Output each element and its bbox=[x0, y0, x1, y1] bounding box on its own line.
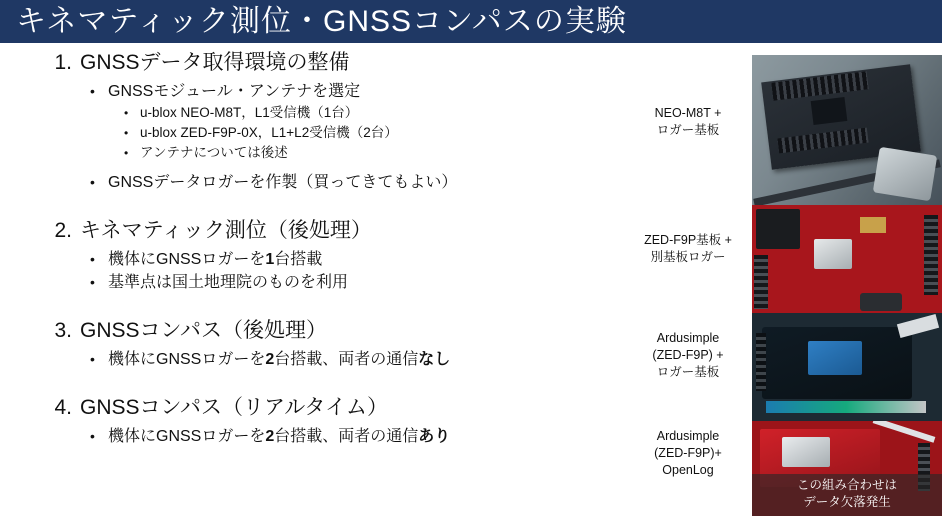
caption-4-line-2: (ZED-F9P)+ bbox=[654, 446, 722, 460]
outline-text-1-1: GNSSモジュール・アンテナを選定 bbox=[108, 83, 361, 100]
photo-zed-f9p-board bbox=[752, 205, 942, 313]
photo-overlay-caption bbox=[752, 474, 942, 516]
caption-photo-1 bbox=[628, 105, 748, 139]
outline-text-3-1-bold: 2 bbox=[265, 351, 275, 368]
caption-photo-2 bbox=[628, 232, 748, 266]
photo-detail-antenna bbox=[897, 314, 939, 338]
outline-text-1-1-1: u-blox NEO-M8T，L1受信機（1台） bbox=[140, 105, 359, 120]
outline-text-3-1-b: 台搭載、両者の通信 bbox=[274, 351, 419, 368]
outline-text-2-1-bold: 1 bbox=[265, 251, 275, 268]
outline-body bbox=[44, 48, 644, 448]
photo-detail-header-right bbox=[924, 215, 938, 295]
outline-text-1-1-3: アンテナについては後述 bbox=[140, 145, 288, 160]
photo-detail-module bbox=[782, 437, 830, 467]
outline-item-2 bbox=[44, 216, 644, 246]
caption-4-line-3: OpenLog bbox=[662, 463, 714, 477]
bullet-icon: • bbox=[90, 274, 95, 290]
caption-3-line-2: (ZED-F9P) + bbox=[652, 348, 724, 362]
outline-number-4: 4. bbox=[54, 396, 72, 419]
outline-item-1-1-2 bbox=[44, 123, 644, 143]
outline-item-1-2 bbox=[44, 171, 644, 194]
photo-detail-chip bbox=[811, 97, 848, 125]
photo-ardusimple-logger bbox=[752, 313, 942, 421]
outline-item-3-1 bbox=[44, 348, 644, 371]
photo-neo-m8t-logger bbox=[752, 55, 942, 205]
spacer bbox=[44, 194, 644, 216]
outline-item-3 bbox=[44, 316, 644, 346]
outline-text-3-1-a: 機体にGNSSロガーを bbox=[108, 351, 266, 368]
outline-text-1: GNSSデータ取得環境の整備 bbox=[80, 51, 350, 74]
spacer bbox=[44, 163, 644, 171]
bullet-icon: • bbox=[90, 174, 95, 190]
caption-1-line-1: NEO-M8T + bbox=[654, 106, 722, 120]
outline-item-1 bbox=[44, 48, 644, 78]
outline-text-4: GNSSコンパス（リアルタイム） bbox=[80, 396, 388, 419]
outline-text-1-1-2: u-blox ZED-F9P-0X，L1+L2受信機（2台） bbox=[140, 125, 398, 140]
caption-1-line-2: ロガー基板 bbox=[656, 123, 720, 137]
photo-detail-chip bbox=[814, 239, 852, 269]
outline-item-1-1 bbox=[44, 80, 644, 103]
outline-item-4-1 bbox=[44, 425, 644, 448]
overlay-line-2: データ欠落発生 bbox=[803, 495, 891, 509]
outline-number-3: 3. bbox=[54, 319, 72, 342]
caption-3-line-1: Ardusimple bbox=[656, 331, 720, 345]
spacer bbox=[44, 371, 644, 393]
bullet-icon: • bbox=[90, 83, 95, 99]
outline-text-4-1-a: 機体にGNSSロガーを bbox=[108, 428, 266, 445]
photo-detail-wire bbox=[873, 421, 936, 443]
photo-detail-antenna bbox=[873, 147, 937, 202]
title-bar bbox=[0, 0, 942, 43]
caption-4-line-1: Ardusimple bbox=[656, 429, 720, 443]
outline-number-2: 2. bbox=[54, 219, 72, 242]
outline-item-2-2 bbox=[44, 271, 644, 294]
caption-2-line-1: ZED-F9P基板 + bbox=[644, 233, 732, 247]
outline-text-3: GNSSコンパス（後処理） bbox=[80, 319, 328, 342]
caption-2-line-2: 別基板ロガー bbox=[650, 250, 726, 264]
outline-item-1-1-3 bbox=[44, 143, 644, 163]
bullet-icon: • bbox=[124, 106, 129, 120]
outline-text-2-2: 基準点は国土地理院のものを利用 bbox=[108, 274, 349, 291]
bullet-icon: • bbox=[124, 146, 129, 160]
caption-photo-3 bbox=[628, 330, 748, 381]
overlay-line-1: この組み合わせは bbox=[796, 478, 897, 492]
bullet-icon: • bbox=[124, 126, 129, 140]
outline-number-1: 1. bbox=[54, 51, 72, 74]
bullet-icon: • bbox=[90, 428, 95, 444]
outline-text-1-2: GNSSデータロガーを作製（買ってきてもよい） bbox=[108, 174, 458, 191]
caption-photo-4 bbox=[628, 428, 748, 479]
outline-text-3-1-bold2: なし bbox=[418, 351, 451, 368]
bullet-icon: • bbox=[90, 351, 95, 367]
outline-item-4 bbox=[44, 393, 644, 423]
photo-detail-header-left bbox=[756, 333, 766, 391]
outline-item-2-1 bbox=[44, 248, 644, 271]
page-title: キネマティック測位・GNSSコンパスの実験 bbox=[16, 5, 627, 38]
photo-detail-strip bbox=[766, 401, 926, 413]
outline-item-1-1-1 bbox=[44, 103, 644, 123]
outline-text-2-1-b: 台搭載 bbox=[274, 251, 323, 268]
outline-text-4-1-bold: 2 bbox=[265, 428, 275, 445]
outline-text-4-1-b: 台搭載、両者の通信 bbox=[274, 428, 419, 445]
photo-detail-module bbox=[808, 341, 862, 375]
photo-detail-module bbox=[756, 209, 800, 249]
outline-text-2-1-a: 機体にGNSSロガーを bbox=[108, 251, 266, 268]
outline-text-2: キネマティック測位（後処理） bbox=[80, 219, 372, 242]
photo-detail-gold-pad bbox=[860, 217, 886, 233]
spacer bbox=[44, 294, 644, 316]
bullet-icon: • bbox=[90, 251, 95, 267]
caption-3-line-3: ロガー基板 bbox=[656, 365, 720, 379]
outline-text-4-1-bold2: あり bbox=[418, 428, 451, 445]
photo-detail-header-left bbox=[754, 255, 768, 309]
photo-detail-connector bbox=[860, 293, 902, 311]
